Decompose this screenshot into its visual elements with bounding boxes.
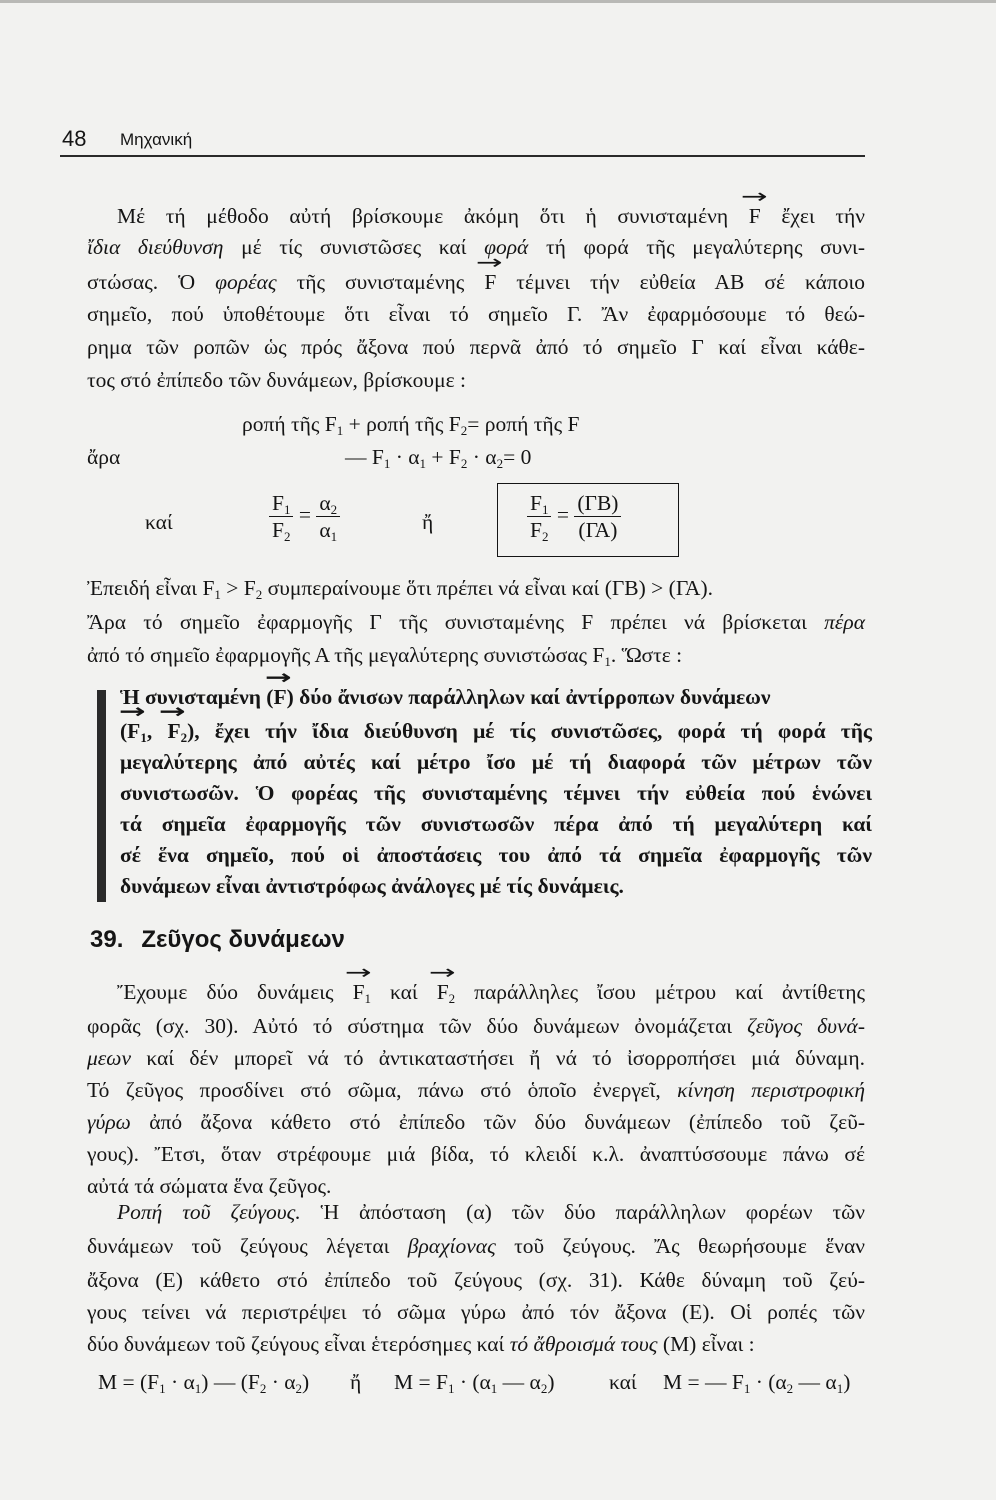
section-title-text: Ζεῦγος δυνάμεων [141,926,345,953]
fraction-GB-GA: $\frac{(\Gamma B)}{(\Gamma A)}$ [574,490,621,543]
fraction-F1-F2: $\frac{F_1}{F_2}$ [269,490,293,543]
document-page: 48 Μηχανική Μέ τή μέθοδο αὐτή βρίσκουμε ἀκόμη ὅτι ἡ συνισταμένη → F ἔχει τήν ἴδια διεύθυνση μέ τίς συνιστῶσες καί φορά τή φορά τῆς μεγαλύτερης συνι- στώσας. Ὁ φορέας τῆς συνισταμένης → F τέμνει τήν εὐθεία ΑΒ σέ κάποιο σημεῖο, πού ὑποθέτουμε ὅτι εἶναι τό σημεῖο Γ. Ἄν ἐφαρμόσουμε τό θεώ- ρημα τῶν ροπῶν ὡς πρός ἄξονα πού περνᾶ ἀπό τό σημεῖο Γ καί εἶναι κάθε- τος στό ἐπίπεδο τῶν δυνάμεων, βρίσκουμε : ροπή τῆς $F_1 + \rho o\pi ή$ τῆς $F_2= \rho o\pi ή$ τῆς F ἄρα — $F_1 \cdot \alpha_1 + F_2 \cdot \alpha_2= 0$ καί $\frac{F_1}{F_2}$ = $\frac{\alpha_2}{\alpha_1}$ ἤ $\frac{F_1}{F_2}$ = $\frac{(\Gamma B)}{(\Gamma A)}$ Ἐπειδή εἶναι $F_1 > F_2$ συμπεραίνουμε ὅτι πρέπει νά εἶναι καί (ΓΒ) > (ΓΑ). Ἄρα τό σημεῖο ἐφαρμογῆς Γ τῆς συνισταμένης F πρέπει νά βρίσκεται πέρα ἀπό τό σημεῖο ἐφαρμογῆς Α τῆς μεγαλύτερης συνιστώσας $F_1$. Ὥστε : Ἡ συνισταμένη (→ F) δύο ἄνισων παράλληλων καί ἀντίρροπων δυνάμεων (→ $F_1$, → $F_2$), ἔχει τήν ἴδια διεύθυνση μέ τίς συνιστῶσες, φορά τή φορά τῆς μεγαλύτερης ἀπό αὐτές καί μέτρο ἴσο μέ τή διαφορά τῶν μέτρων τῶν συνιστωσῶν. Ὁ φορέας τῆς συνισταμένης τέμνει τήν εὐθεία πού ἑνώνει τά σημεῖα ἐφαρμογῆς τῶν συνιστωσῶν πέρα ἀπό τή μεγαλύτερη καί σέ ἕνα σημεῖο, πού οἱ ἀποστάσεις του ἀπό τά σημεῖα ἐφαρμογῆς τῶν δυνάμεων εἶναι ἀντιστρόφως ἀνάλογες μέ τίς δυνάμεις. 39. Ζεῦγος δυνάμεων Ἔχουμε δύο $\delta\upsilon\nu ά\mu\varepsilon\iota\varsigma \to F_1$ $\kappa\alpha ί \to F_2$ παράλληλες ἴσου μέτρου καί ἀντίθετης φορᾶς (σχ. 30). Αὐτό τό σύστημα τῶν δύο δυνάμεων ὀνομάζεται ζεῦγος δυνά- μεων καί δέν μπορεῖ νά τό ἀντικαταστήσει ἤ νά τό ἰσορροπήσει μιά δύναμη. Τό ζεῦγος προσδίνει στό σῶμα, πάνω στό ὁποῖο ἐνεργεῖ, κίνηση περιστροφική γύρω ἀπό ἄξονα κάθετο στό ἐπίπεδο τῶν δύο δυνάμεων (ἐπίπεδο τοῦ ζεῦ- γους). Ἔτσι, ὅταν στρέφουμε μιά βίδα, τό κλειδί κ.λ. ἀναπτύσσουμε πάνω σέ αὐτά τά σώματα ἕνα ζεῦγος. Ροπή τοῦ ζεύγους. Ἡ ἀπόσταση (α) τῶν δύο παράλληλων φορέων τῶν δυνάμεων τοῦ ζεύγους λέγεται βραχίονας τοῦ ζεύγους. Ἄς θεωρήσουμε ἕναν ἄξονα (Ε) κάθετο στό ἐπίπεδο τοῦ ζεύγους (σχ. 31). Κάθε δύναμη τοῦ ζεύ- γους τείνει νά περιστρέψει τό σῶμα γύρω ἀπό τόν ἄξονα (Ε). Οἱ ροπές τῶν δύο δυνάμεων τοῦ ζεύγους εἶναι ἑτερόσημες καί τό ἄθροισμά τους (Μ) εἶναι : $M = (F_1 \cdot \alpha_1)$ — $(F_2 \cdot \alpha_2)$ ἤ $M = F_1 \cdot (\alpha_1$ — $\alpha_2$) καί Μ = — $F_1 \cdot (\alpha_2$ — $\alpha_1$) [0,0,996,1500]
fraction-F1-F2-boxed: $\frac{F_1}{F_2}$ [527,490,551,543]
text-line: Τό ζεῦγος προσδίνει στό σῶμα, πάνω στό ὁποῖο ἐνεργεῖ, κίνηση περιστροφική [87,1078,866,1102]
text-line: Ροπή τοῦ ζεύγους. Ἡ ἀπόσταση (α) τῶν δύο παράλληλων φορέων τῶν [117,1200,865,1224]
text-line: γύρω ἀπό ἄξονα κάθετο στό ἐπίπεδο τῶν δύο δυνάμεων (ἐπίπεδο τοῦ ζεῦ- [87,1110,865,1134]
header-rule [60,155,865,157]
page-number: 48 [62,126,87,151]
text-line: μεγαλύτερης ἀπό αὐτές καί μέτρο ἴσο μέ τή διαφορά τῶν μέτρων τῶν [120,750,872,774]
label-ara: ἄρα [87,445,121,469]
text-line: δύο δυνάμεων τοῦ ζεύγους εἶναι ἑτερόσημες καί τό ἄθροισμά τους (Μ) εἶναι : [87,1332,755,1356]
text-line: γους). Ἔτσι, ὅταν στρέφουμε μιά βίδα, τό κλειδί κ.λ. ἀναπτύσσουμε πάνω σέ [87,1142,865,1166]
section-heading [90,926,345,954]
text-line: σημεῖο, πού ὑποθέτουμε ὅτι εἶναι τό σημεῖο Γ. Ἄν ἐφαρμόσουμε τό θεώ- [87,302,865,326]
text-line: ἄξονα (Ε) κάθετο στό ἐπίπεδο τοῦ ζεύγους (σχ. 31). Κάθε δύναμη τοῦ ζεύ- [87,1268,865,1292]
text-line: Ἡ συνισταμένη (→ F) δύο ἄνισων παράλληλων καί ἀντίρροπων δυνάμεων [120,682,771,712]
boxed-formula-frame [497,483,679,557]
text-line: φορᾶς (σχ. 30). Αὐτό τό σύστημα τῶν δύο δυνάμεων ὀνομάζεται ζεῦγος δυνά- [87,1014,865,1038]
page-header [62,126,862,158]
text-line: δυνάμεων τοῦ ζεύγους λέγεται βραχίονας τοῦ ζεύγους. Ἄς θεωρήσουμε ἕναν [87,1234,865,1258]
text-line: γους τείνει νά περιστρέψει τό σῶμα γύρω ἀπό τόν ἄξονα (Ε). Οἱ ροπές τῶν [87,1300,865,1324]
label-kai: καί [145,510,173,534]
text-line: στώσας. Ὁ φορέας τῆς συνισταμένης → F τέμνει τήν εὐθεία ΑΒ σέ κάποιο [87,266,865,299]
text-line: σέ ἕνα σημεῖο, πού οἱ ἀποστάσεις του ἀπό τά σημεῖα ἐφαρμογῆς τῶν [120,843,872,867]
text-line: δυνάμεων εἶναι ἀντιστρόφως ἀνάλογες μέ τίς δυνάμεις. [120,874,624,898]
text-line: Ἐπειδή εἶναι $F_1 > F_2$ συμπεραίνουμε ὅτι πρέπει νά εἶναι καί (ΓΒ) > (ΓΑ). [87,576,713,602]
text-line: Ἄρα τό σημεῖο ἐφαρμογῆς Γ τῆς συνισταμένης F πρέπει νά βρίσκεται πέρα [87,610,866,634]
text-line: τά σημεῖα ἐφαρμογῆς τῶν συνιστωσῶν πέρα ἀπό τή μεγαλύτερη καί [120,812,872,836]
text-line: Μέ τή μέθοδο αὐτή βρίσκουμε ἀκόμη ὅτι ἡ συνισταμένη → F ἔχει τήν [117,200,865,233]
label-or: ἤ [422,510,434,534]
equation-ratio: καί $\frac{F_1}{F_2}$ = $\frac{\alpha_2}{\alpha_1}$ ἤ $\frac{F_1}{F_2}$ = $\frac{(\Gamma B)}{(\Gamma A)}$ [87,490,877,560]
text-line: αὐτά τά σώματα ἕνα ζεῦγος. [87,1174,332,1198]
rule-side-bar [97,690,106,902]
text-line: Ἔχουμε δύο $\delta\upsilon\nu ά\mu\varepsilon\iota\varsigma \to F_1$ $\kappa\alpha ί \to F_2$ παράλληλες ἴσου μέτρου καί ἀντίθετης [117,976,865,1009]
vector-F: → F [484,266,496,299]
text-line: μεων καί δέν μπορεῖ νά τό ἀντικαταστήσει ἤ νά τό ἰσορροπήσει μιά δύναμη. [87,1046,865,1070]
text-line: τος στό ἐπίπεδο τῶν δυνάμεων, βρίσκουμε : [87,368,466,392]
text-line: συνιστωσῶν. Ὁ φορέας τῆς συνισταμένης τέμνει τήν εὐθεία πού ἑνώνει [120,781,872,805]
text-line: ἴδια διεύθυνση μέ τίς συνιστῶσες καί φορά τή φορά τῆς μεγαλύτερης συνι- [87,235,865,259]
vector-F: → F [749,200,761,233]
text-line: ρημα τῶν ροπῶν ὡς πρός ἄξονα πού περνᾶ ἀπό τό σημεῖο Γ καί εἶναι κάθε- [87,335,865,359]
running-title: Μηχανική [120,130,193,149]
text-line: ἀπό τό σημεῖο ἐφαρμογῆς Α τῆς μεγαλύτερης συνιστώσας $F_1$. Ὥστε : [87,643,683,669]
fraction-a2-a1: $\frac{\alpha_2}{\alpha_1}$ [316,490,340,543]
section-number: 39. [90,926,124,953]
scan-top-edge [0,0,996,3]
text-line: (→ $F_1$, → $F_2$), ἔχει τήν ἴδια διεύθυνση μέ τίς συνιστῶσες, φορά τή φορά τῆς [120,716,872,746]
